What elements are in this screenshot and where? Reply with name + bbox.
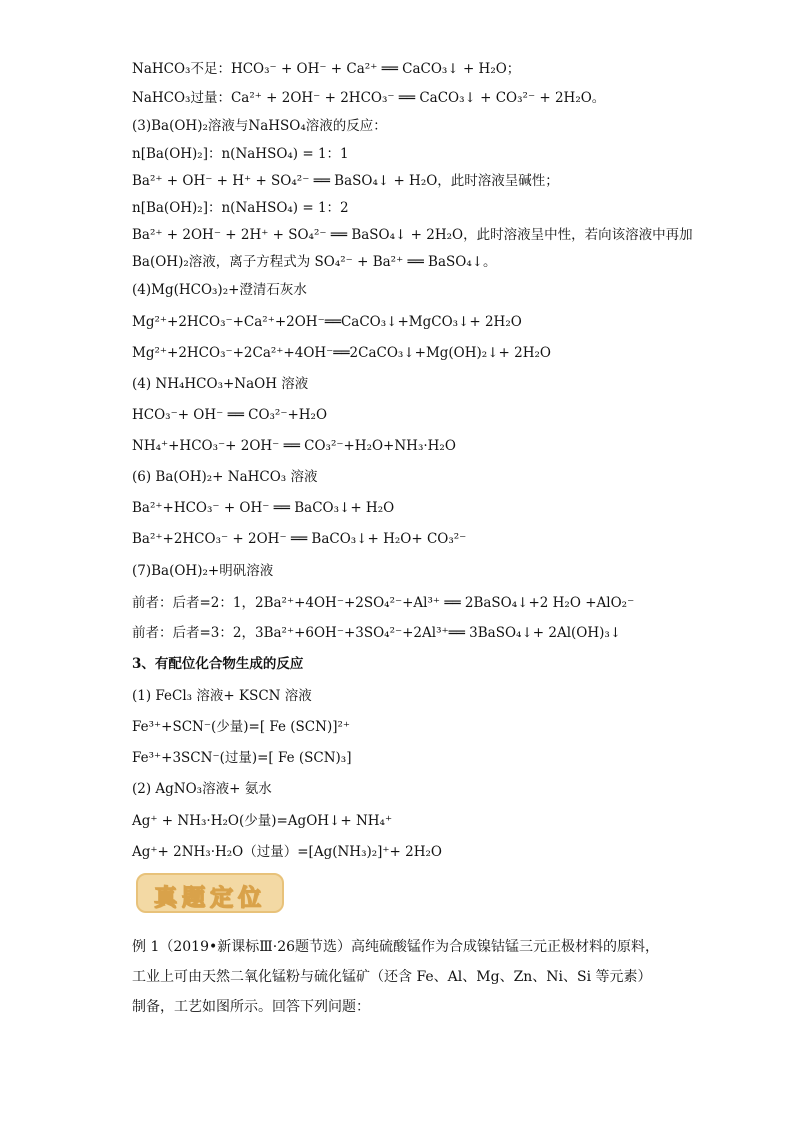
text-line: Ba(OH)₂溶液，离子方程式为 SO₄²⁻ + Ba²⁺ ══ BaSO₄↓。 (132, 254, 497, 270)
text-line: 前者：后者=2：1，2Ba²⁺+4OH⁻+2SO₄²⁻+Al³⁺ ══ 2BaSO₄↓+2 H₂O +AlO₂⁻ (132, 595, 635, 611)
example-paragraph: 例 1（2019•新课标Ⅲ·26题节选）高纯硫酸锰作为合成镍钴锰三元正极材料的原料，工业上可由天然二氧化锰粉与硫化锰矿（还含 Fe、Al、Mg、Zn、Ni、Si 等元素）制备，工艺如图所示。回答下列问题： (132, 939, 660, 1015)
text-line: Ag⁺ + NH₃·H₂O(少量)=AgOH↓+ NH₄⁺ (132, 813, 393, 829)
text-line: n[Ba(OH)₂]：n(NaHSO₄) = 1：1 (132, 146, 349, 162)
badge-label: 真题定位 (154, 885, 266, 911)
text-line: (7)Ba(OH)₂+明矾溶液 (132, 563, 274, 579)
text-line: (4)Mg(HCO₃)₂+澄清石灰水 (132, 282, 307, 298)
text-line: (4) NH₄HCO₃+NaOH 溶液 (132, 376, 309, 392)
text-line: Fe³⁺+SCN⁻(少量)=[ Fe (SCN)]²⁺ (132, 719, 351, 735)
text-line: (6) Ba(OH)₂+ NaHCO₃ 溶液 (132, 469, 318, 485)
text-line: (1) FeCl₃ 溶液+ KSCN 溶液 (132, 688, 312, 704)
text-line: n[Ba(OH)₂]：n(NaHSO₄) = 1：2 (132, 200, 349, 216)
text-line: (3)Ba(OH)₂溶液与NaHSO₄溶液的反应： (132, 118, 387, 134)
text-line: Ba²⁺ + 2OH⁻ + 2H⁺ + SO₄²⁻ ══ BaSO₄↓ + 2H₂O，此时溶液呈中性，若向该溶液中再加 (132, 227, 693, 243)
text-line: NH₄⁺+HCO₃⁻+ 2OH⁻ ══ CO₃²⁻+H₂O+NH₃·H₂O (132, 438, 456, 454)
text-line: NaHCO₃不足：HCO₃⁻ + OH⁻ + Ca²⁺ ══ CaCO₃↓ + H₂O； (132, 61, 521, 77)
text-line: Ba²⁺+2HCO₃⁻ + 2OH⁻ ══ BaCO₃↓+ H₂O+ CO₃²⁻ (132, 531, 467, 547)
text-line: Ba²⁺ + OH⁻ + H⁺ + SO₄²⁻ ══ BaSO₄↓ + H₂O，此时溶液呈碱性； (132, 173, 559, 189)
text-line: Fe³⁺+3SCN⁻(过量)=[ Fe (SCN)₃] (132, 750, 352, 766)
text-line: Mg²⁺+2HCO₃⁻+Ca²⁺+2OH⁻══CaCO₃↓+MgCO₃↓+ 2H₂O (132, 314, 522, 330)
text-line: HCO₃⁻+ OH⁻ ══ CO₃²⁻+H₂O (132, 407, 328, 423)
text-line: 前者：后者=3：2，3Ba²⁺+6OH⁻+3SO₄²⁻+2Al³⁺══ 3BaSO₄↓+ 2Al(OH)₃↓ (132, 625, 622, 641)
text-line: Ag⁺+ 2NH₃·H₂O（过量）=[Ag(NH₃)₂]⁺+ 2H₂O (132, 844, 442, 860)
text-line: (2) AgNO₃溶液+ 氨水 (132, 781, 272, 797)
exam-section-badge (136, 873, 284, 913)
section-heading: 3、有配位化合物生成的反应 (132, 656, 304, 672)
text-line: NaHCO₃过量：Ca²⁺ + 2OH⁻ + 2HCO₃⁻ ══ CaCO₃↓ + CO₃²⁻ + 2H₂O。 (132, 90, 606, 106)
text-line: Mg²⁺+2HCO₃⁻+2Ca²⁺+4OH⁻══2CaCO₃↓+Mg(OH)₂↓+ 2H₂O (132, 345, 551, 361)
text-line: Ba²⁺+HCO₃⁻ + OH⁻ ══ BaCO₃↓+ H₂O (132, 500, 395, 516)
